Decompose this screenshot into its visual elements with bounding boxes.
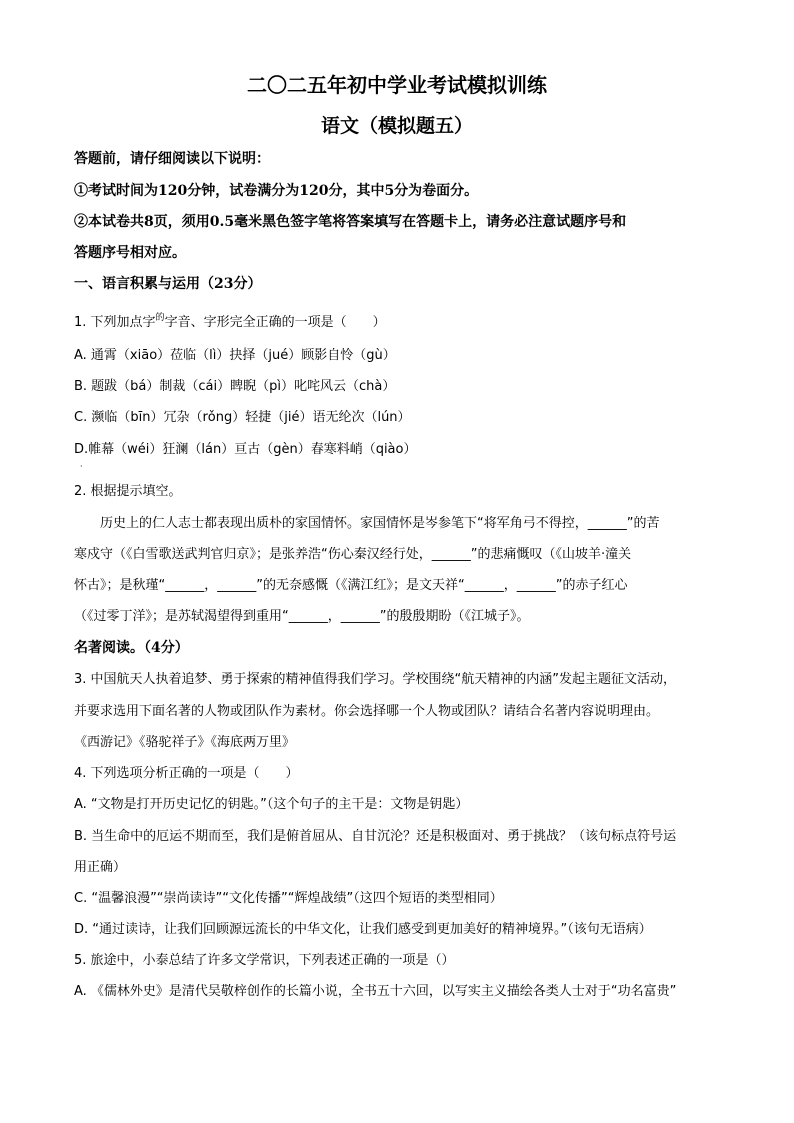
instructions-heading: 答题前，请仔细阅读以下说明： bbox=[74, 151, 270, 167]
question-5-option-a: A. 《儒林外史》是清代吴敬梓创作的长篇小说，全书五十六回，以写实主义描绘各类人士对于“功名富贵” bbox=[74, 984, 677, 999]
question-5-stem: 5. 旅途中，小泰总结了许多文学常识，下列表述正确的一项是（） bbox=[74, 953, 455, 968]
instruction-item-2-line-1: ②本试卷共8页，须用0.5毫米黑色签字笔将答案填写在答题卡上，请务必注意试题序号和 bbox=[74, 214, 627, 230]
section-heading-language: 一、语言积累与运用（23分） bbox=[74, 276, 262, 292]
question-2-line-1: 历史上的仁人志士都表现出质朴的家国情怀。家国情怀是岑参笔下“将军角弓不得控，______”的苦 bbox=[100, 516, 660, 531]
question-1-option-d: D.帷幕（wéi）狂澜（lán）亘古（gèn）春寒料峭（qiào） bbox=[74, 442, 417, 457]
question-4-option-c: C. “温馨浪漫”“崇尚读诗”“文化传播”“辉煌战绩”（这四个短语的类型相同） bbox=[74, 891, 503, 906]
question-1-stem-end: 字音、字形完全正确的一项是（ ） bbox=[164, 315, 386, 330]
question-4-stem: 4. 下列选项分析正确的一项是（ ） bbox=[74, 766, 299, 781]
question-1-option-c: C. 濒临（bīn）冗杂（rǒng）轻捷（jié）语无纶次（lún） bbox=[74, 410, 411, 425]
question-1-stem bbox=[74, 313, 386, 334]
stray-dot: · bbox=[80, 462, 83, 471]
question-1-stem-start: 1. 下列加点字 bbox=[74, 315, 156, 330]
famous-books-heading: 名著阅读。（4分） bbox=[74, 640, 189, 656]
question-4-option-b-line-2: 用正确） bbox=[74, 860, 127, 875]
question-3-books: 《西游记》《骆驼祥子》《海底两万里》 bbox=[74, 735, 296, 750]
question-4-option-b-line-1: B. 当生命中的厄运不期而至，我们是俯首屈从、自甘沉沦？还是积极面对、勇于挑战？（该句标点符号运 bbox=[74, 829, 677, 844]
exam-title: 二〇二五年初中学业考试模拟训练 bbox=[247, 73, 547, 97]
question-2-line-2: 寒戍守（《白雪歌送武判官归京》；是张养浩“伤心秦汉经行处，______”的悲痛慨叹（《山坡羊·潼关 bbox=[74, 547, 632, 562]
question-2-stem: 2. 根据提示填空。 bbox=[74, 484, 182, 499]
question-3-line-2: 并要求选用下面名著的人物或团队作为素材。你会选择哪一个人物或团队？请结合名著内容说明理由。 bbox=[74, 704, 660, 719]
instruction-item-2-line-2: 答题序号相对应。 bbox=[74, 245, 186, 261]
superscript-mark: 的 bbox=[155, 313, 165, 323]
instruction-item-1: ①考试时间为120分钟，试卷满分为120分，其中5分为卷面分。 bbox=[74, 183, 479, 199]
question-2-line-3: 怀古》；是秋瑾“______，______”的无奈感慨（《满江红》；是文天祥“______，______”的赤子红心 bbox=[74, 578, 628, 593]
question-1-option-a: A. 通霄（xiāo）莅临（lì）抉择（jué）顾影自怜（gù） bbox=[74, 348, 396, 363]
question-4-option-d: D. “通过读诗，让我们回顾源远流长的中华文化，让我们感受到更加美好的精神境界。”（该句无语病） bbox=[74, 922, 652, 937]
exam-subtitle: 语文（模拟题五） bbox=[320, 115, 473, 137]
question-1-option-b: B. 题跋（bá）制裁（cái）睥睨（pì）叱咤风云（chà） bbox=[74, 379, 396, 394]
question-3-line-1: 3. 中国航天人执着追梦、勇于探索的精神值得我们学习。学校围绕“航天精神的内涵”发起主题征文活动， bbox=[74, 672, 677, 687]
question-2-line-4: （《过零丁洋》；是苏轼渴望得到重用“______，______”的殷殷期盼（《江城子》。 bbox=[74, 609, 530, 624]
question-4-option-a: A. “文物是打开历史记忆的钥匙。”（这个句子的主干是：文物是钥匙） bbox=[74, 797, 469, 812]
